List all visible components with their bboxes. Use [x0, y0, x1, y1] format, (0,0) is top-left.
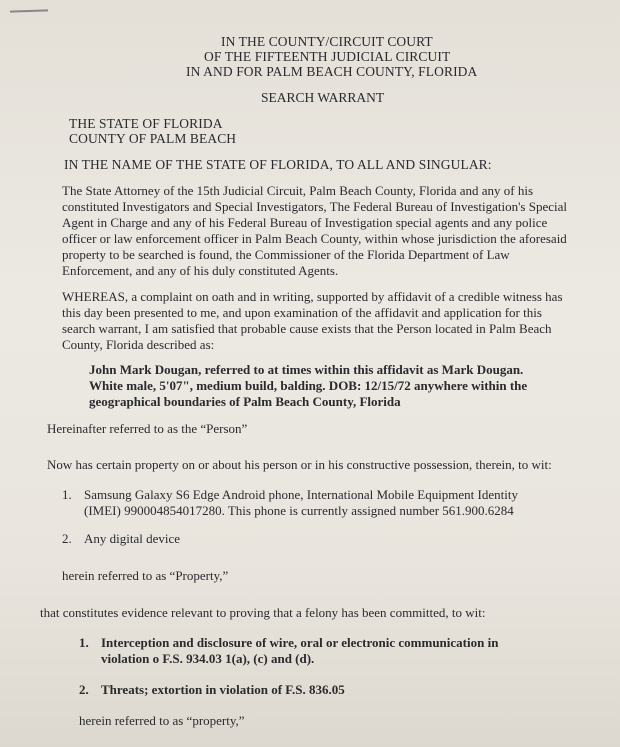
- possession-intro: Now has certain property on or about his person or in his constructive possession, therein, to wit:: [47, 457, 552, 472]
- whereas-line-2: this day been presented to me, and upon examination of the affidavit and application for this: [62, 305, 542, 320]
- whereas-line-1: WHEREAS, a complaint on oath and in writing, supported by affidavit of a credible witness has: [62, 289, 563, 304]
- property-item-number: 2.: [62, 531, 72, 546]
- addressees-line-3: Agent in Charge and any of his Federal Bureau of Investigation special agents and any police: [62, 215, 548, 230]
- property-item-number: 1.: [62, 487, 72, 502]
- addressees-line-5: property to be searched is found, the Commissioner of the Florida Department of Law: [62, 247, 510, 262]
- county-line: COUNTY OF PALM BEACH: [69, 131, 237, 146]
- whereas-line-3: search warrant, I am satisfied that probable cause exists that the Person located in Palm Beach: [62, 321, 552, 336]
- salutation: IN THE NAME OF THE STATE OF FLORIDA, TO ALL AND SINGULAR:: [64, 157, 492, 172]
- property-item-2-line-1: Any digital device: [84, 531, 181, 546]
- addressees-line-1: The State Attorney of the 15th Judicial Circuit, Palm Beach County, Florida and any of his: [62, 183, 534, 198]
- fold-mark: [10, 9, 48, 12]
- addressees-line-4: officer or law enforcement officer in Palm Beach County, within whose jurisdiction the aforesaid: [62, 231, 567, 246]
- offense-number: 1.: [79, 635, 89, 650]
- whereas-line-4: County, Florida described as:: [62, 337, 215, 352]
- person-reference: Hereinafter referred to as the “Person”: [47, 421, 248, 436]
- offense-1-line-1: Interception and disclosure of wire, oral or electronic communication in: [101, 635, 499, 650]
- addressees-line-6: Enforcement, and any of his duly constituted Agents.: [62, 263, 339, 278]
- court-line-3: IN AND FOR PALM BEACH COUNTY, FLORIDA: [186, 64, 478, 79]
- document-title: SEARCH WARRANT: [261, 90, 385, 105]
- offense-number: 2.: [79, 682, 89, 697]
- person-line-3: geographical boundaries of Palm Beach County, Florida: [89, 394, 401, 409]
- property-reference-2: herein referred to as “property,”: [79, 713, 245, 728]
- offense-1-line-2: violation o F.S. 934.03 1(a), (c) and (d).: [101, 651, 315, 666]
- court-line-1: IN THE COUNTY/CIRCUIT COURT: [221, 34, 433, 49]
- addressees-line-2: constituted Investigators and Special Investigators, The Federal Bureau of Investigation's Special: [62, 199, 568, 214]
- state-line: THE STATE OF FLORIDA: [69, 116, 223, 131]
- offense-2-line-1: Threats; extortion in violation of F.S. 836.05: [101, 682, 345, 697]
- person-line-1: John Mark Dougan, referred to at times within this affidavit as Mark Dougan.: [89, 362, 524, 377]
- property-item-1-line-2: (IMEI) 990004854017280. This phone is currently assigned number 561.900.6284: [84, 503, 514, 518]
- person-line-2: White male, 5'07", medium build, balding. DOB: 12/15/72 anywhere within the: [89, 378, 528, 393]
- property-item-1-line-1: Samsung Galaxy S6 Edge Android phone, International Mobile Equipment Identity: [84, 487, 518, 502]
- court-line-2: OF THE FIFTEENTH JUDICIAL CIRCUIT: [204, 49, 451, 64]
- property-reference: herein referred to as “Property,”: [62, 568, 229, 583]
- felony-intro: that constitutes evidence relevant to proving that a felony has been committed, to wit:: [40, 605, 486, 620]
